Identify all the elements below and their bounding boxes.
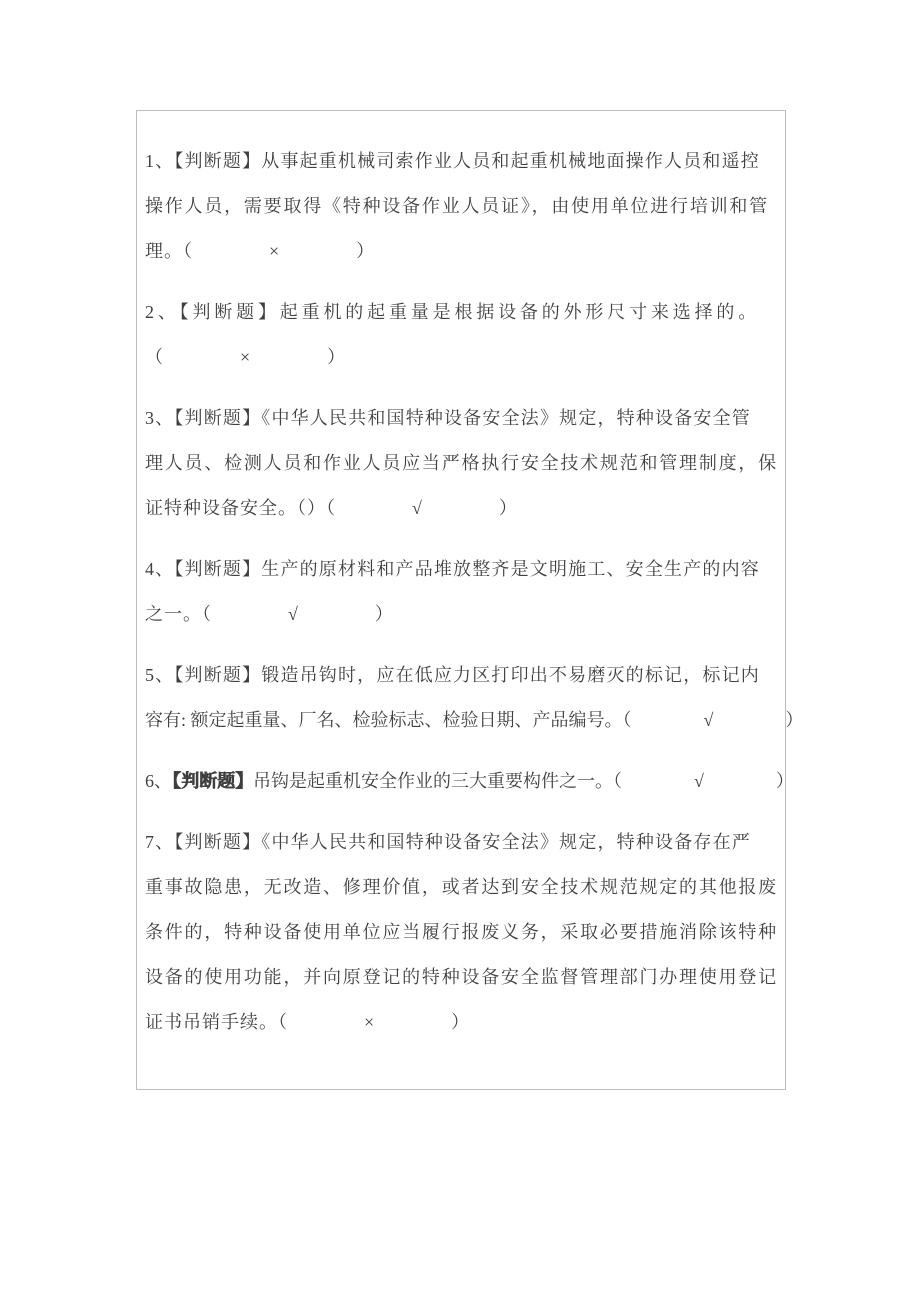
question-7: [145, 820, 777, 1045]
question-2-line-2: （ × ）: [145, 347, 347, 367]
question-3-line-2: 理人员、检测人员和作业人员应当严格执行安全技术规范和管理制度，保: [145, 453, 778, 473]
question-4-line-1: 4、【判断题】生产的原材料和产品堆放整齐是文明施工、安全生产的内容: [145, 559, 760, 579]
question-type-label: 【判断题】: [172, 771, 253, 791]
question-7-line-1: 7、【判断题】《中华人民共和国特种设备安全法》规定，特种设备存在严: [145, 832, 751, 852]
question-3-line-3: 证特种设备安全。（）（ √ ）: [145, 498, 518, 518]
question-6-line-1: 6、【判断题】吊钩是起重机安全作业的三大重要构件之一。（ √ ）: [145, 771, 794, 791]
question-sheet: [136, 110, 804, 1090]
question-4-line-2: 之一。（ √ ）: [145, 604, 394, 624]
question-7-line-4: 设备的使用功能，并向原登记的特种设备安全监督管理部门办理使用登记: [145, 967, 778, 987]
question-5-line-2: 容有: 额定起重量、厂名、检验标志、检验日期、产品编号。（ √ ）: [145, 710, 804, 730]
question-1: [145, 139, 777, 274]
question-5: [145, 653, 804, 743]
question-3-line-1: 3、【判断题】《中华人民共和国特种设备安全法》规定，特种设备安全管: [145, 408, 751, 428]
question-7-line-2: 重事故隐患，无改造、修理价值，或者达到安全技术规范规定的其他报废: [145, 877, 778, 897]
question-1-line-2: 操作人员，需要取得《特种设备作业人员证》，由使用单位进行培训和管: [145, 196, 769, 216]
question-7-line-5: 证书吊销手续。（ × ）: [145, 1012, 471, 1032]
question-6: [145, 759, 794, 804]
question-5-line-1: 5、【判断题】锻造吊钩时，应在低应力区打印出不易磨灭的标记，标记内: [145, 665, 760, 685]
question-7-line-3: 条件的，特种设备使用单位应当履行报废义务，采取必要措施消除该特种: [145, 922, 778, 942]
question-2-line-1: 2、【判断题】起重机的起重量是根据设备的外形尺寸来选择的。: [145, 302, 761, 322]
question-3: [145, 396, 777, 531]
question-4: [145, 547, 777, 637]
question-1-line-3: 理。（ × ）: [145, 241, 376, 261]
question-list: [145, 139, 804, 1045]
question-2: [145, 290, 777, 380]
question-1-line-1: 1、【判断题】从事起重机械司索作业人员和起重机械地面操作人员和遥控: [145, 151, 760, 171]
